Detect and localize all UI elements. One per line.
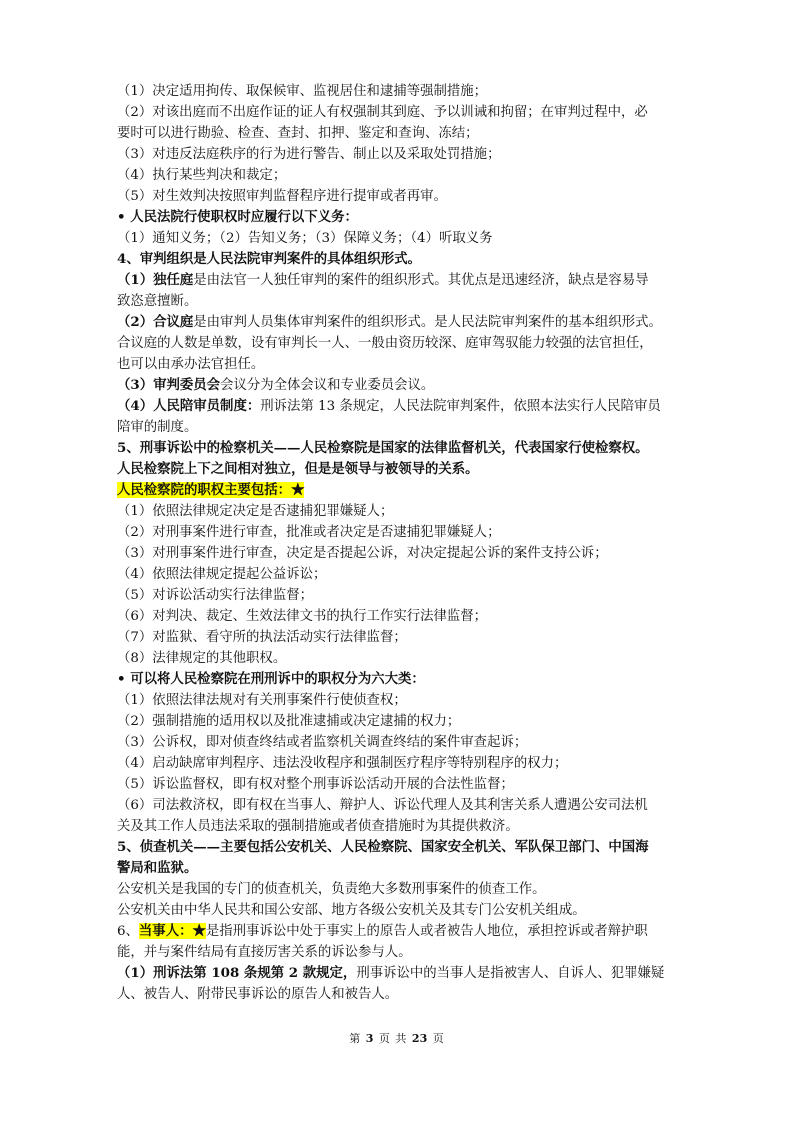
text-line: （2）强制措施的适用权以及批准逮捕或决定逮捕的权力； bbox=[117, 714, 461, 729]
text-line: （5）诉讼监督权，即有权对整个刑事诉讼活动开展的合法性监督； bbox=[117, 777, 514, 792]
text-line: （5）对诉讼活动实行法律监督； bbox=[117, 588, 313, 603]
text-line bbox=[117, 375, 677, 396]
document-page bbox=[117, 81, 677, 1005]
text-line: 要时可以进行勘验、检查、查封、扣押、鉴定和查询、冻结； bbox=[117, 126, 479, 141]
text-line: 公安机关由中华人民共和国公安部、地方各级公安机关及其专门公安机关组成。 bbox=[117, 903, 586, 918]
footer-total-word: 共 bbox=[395, 1032, 407, 1045]
text-line: （2）对该出庭而不出庭作证的证人有权强制其到庭、予以训诫和拘留；在审判过程中，必 bbox=[117, 105, 648, 120]
section-heading: 5、侦查机关——主要包括公安机关、人民检察院、国家安全机关、军队保卫部门、中国海 bbox=[117, 839, 649, 855]
current-page-number: 3 bbox=[365, 1032, 374, 1045]
total-page-number: 23 bbox=[411, 1032, 428, 1045]
text-line: 公安机关是我国的专门的侦查机关，负责绝大多数刑事案件的侦查工作。 bbox=[117, 882, 546, 897]
text-line bbox=[117, 396, 677, 417]
section-heading: 5、刑事诉讼中的检察机关——人民检察院是国家的法律监督机关，代表国家行使检察权。 bbox=[117, 440, 649, 456]
bullet-heading: • 可以将人民检察院在刑刑诉中的职权分为六大类： bbox=[117, 671, 425, 687]
text-line: 致恣意擅断。 bbox=[117, 294, 198, 309]
text-line: 能，并与案件结局有直接厉害关系的诉讼参与人。 bbox=[117, 945, 412, 960]
page-footer bbox=[0, 1030, 793, 1046]
text-line: （1）依照法律法规对有关刑事案件行使侦查权； bbox=[117, 693, 407, 708]
highlighted-heading bbox=[117, 480, 677, 501]
text-line: 关及其工作人员违法采取的强制措施或者侦查措施时为其提供救济。 bbox=[117, 819, 519, 834]
text-line: （8）法律规定的其他职权。 bbox=[117, 651, 287, 666]
term-text: 是由审判人员集体审判案件的组织形式。是人民法院审判案件的基本组织形式。 bbox=[193, 315, 662, 330]
highlight-mark: 当事人：★ bbox=[138, 923, 206, 939]
text-line: 人、被告人、附带民事诉讼的原告人和被告人。 bbox=[117, 987, 399, 1002]
text-line bbox=[117, 312, 677, 333]
text-line: （1）依照法律规定决定是否逮捕犯罪嫌疑人； bbox=[117, 504, 394, 519]
text-line: （3）对刑事案件进行审查，决定是否提起公诉，对决定提起公诉的案件支持公诉； bbox=[117, 546, 608, 561]
text-line bbox=[117, 270, 677, 291]
text-line: （6）司法救济权，即有权在当事人、辩护人、诉讼代理人及其利害关系人遭遇公安司法机 bbox=[117, 798, 648, 813]
term-label: （2）合议庭 bbox=[117, 314, 194, 330]
text-line: （7）对监狱、看守所的执法活动实行法律监督； bbox=[117, 630, 407, 645]
term-text: 是由法官一人独任审判的案件的组织形式。其优点是迅速经济，缺点是容易导 bbox=[193, 273, 649, 288]
text-line: （2）对刑事案件进行审查，批准或者决定是否逮捕犯罪嫌疑人； bbox=[117, 525, 501, 540]
text-line: （1）通知义务；（2）告知义务；（3）保障义务；（4）听取义务 bbox=[117, 231, 493, 246]
text-line bbox=[117, 921, 677, 942]
text-line: 合议庭的人数是单数，设有审判长一人、一般由资历较深、庭审驾驭能力较强的法官担任， bbox=[117, 336, 653, 351]
text-line: （6）对判决、裁定、生效法律文书的执行工作实行法律监督； bbox=[117, 609, 488, 624]
text-line: （4）依照法律规定提起公益诉讼； bbox=[117, 567, 327, 582]
text-line: （1）决定适用拘传、取保候审、监视居住和逮捕等强制措施； bbox=[117, 84, 488, 99]
section-heading: 人民检察院上下之间相对独立，但是是领导与被领导的关系。 bbox=[117, 461, 479, 477]
footer-page-word: 页 bbox=[378, 1032, 390, 1045]
text-line bbox=[117, 963, 677, 984]
term-label: （1）刑诉法第 108 条规第 2 款规定， bbox=[117, 965, 357, 981]
term-label: （1）独任庭 bbox=[117, 272, 194, 288]
footer-suffix: 页 bbox=[432, 1032, 444, 1045]
text-line: （4）启动缺席审判程序、违法没收程序和强制医疗程序等特别程序的权力； bbox=[117, 756, 568, 771]
text-line: （3）对违反法庭秩序的行为进行警告、制止以及采取处罚措施； bbox=[117, 147, 501, 162]
term-text: 是指刑事诉讼中处于事实上的原告人或者被告人地位，承担控诉或者辩护职 bbox=[205, 924, 648, 939]
term-text: 刑诉法第 13 条规定，人民法院审判案件，依照本法实行人民陪审员 bbox=[260, 399, 661, 414]
bullet-heading: • 人民法院行使职权时应履行以下义务： bbox=[117, 209, 358, 225]
term-label: （3）审判委员会 bbox=[117, 377, 221, 393]
footer-prefix: 第 bbox=[349, 1032, 361, 1045]
text-line: 陪审的制度。 bbox=[117, 420, 198, 435]
text-line: （3）公诉权，即对侦查终结或者监察机关调查终结的案件审查起诉； bbox=[117, 735, 528, 750]
term-label: （4）人民陪审员制度： bbox=[117, 398, 261, 414]
section-heading: 警局和监狱。 bbox=[117, 860, 198, 876]
highlight-mark: 人民检察院的职权主要包括：★ bbox=[117, 482, 305, 498]
text-line: （4）执行某些判决和裁定； bbox=[117, 168, 287, 183]
section-number: 6、 bbox=[117, 924, 139, 939]
section-heading: 4、审判组织是人民法院审判案件的具体组织形式。 bbox=[117, 251, 421, 267]
term-text: 会议分为全体会议和专业委员会议。 bbox=[220, 378, 435, 393]
text-line: 也可以由承办法官担任。 bbox=[117, 357, 265, 372]
text-line: （5）对生效判决按照审判监督程序进行提审或者再审。 bbox=[117, 189, 447, 204]
term-text: 刑事诉讼中的当事人是指被害人、自诉人、犯罪嫌疑 bbox=[356, 966, 665, 981]
